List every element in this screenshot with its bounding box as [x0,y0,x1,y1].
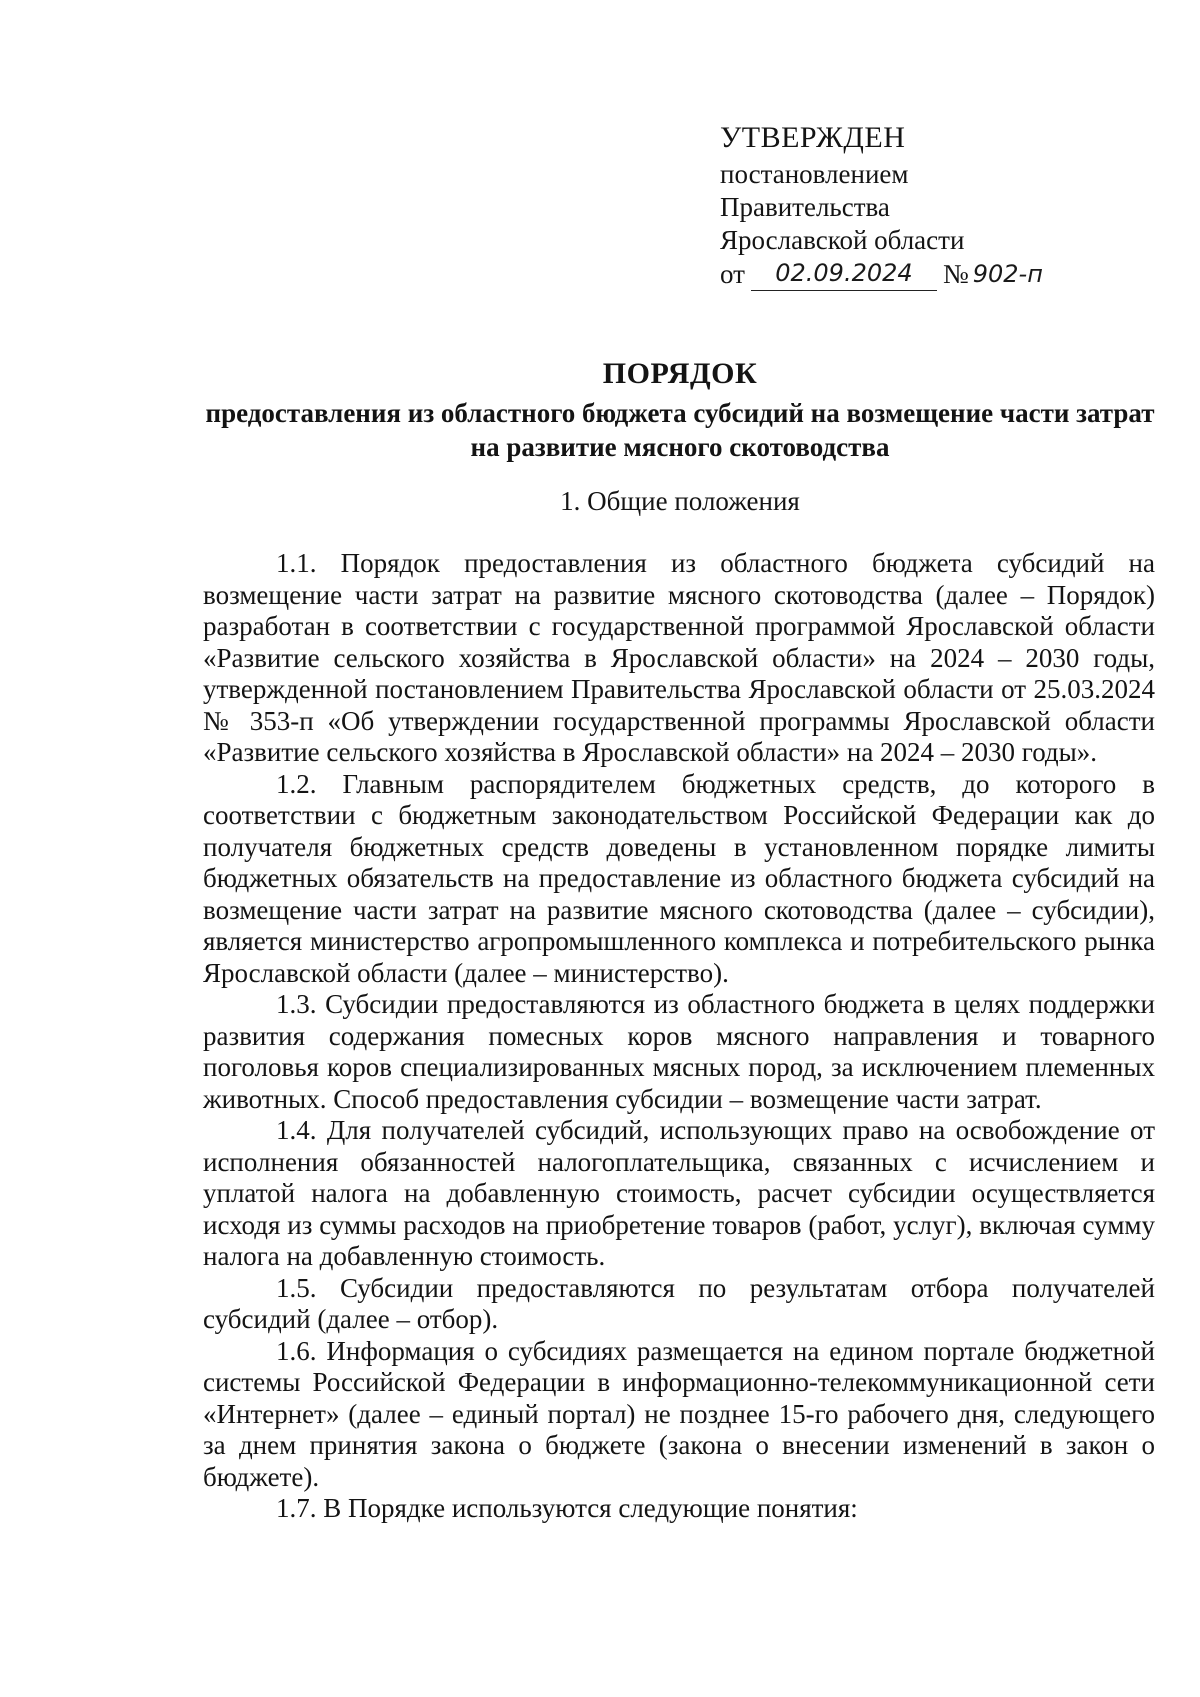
handwritten-number: 902-п [972,260,1043,288]
paragraph-1-7: 1.7. В Порядке используются следующие понятия: [276,1493,858,1523]
document-body [203,548,1155,1525]
document-title: ПОРЯДОК [602,357,758,390]
paragraph-1-2: 1.2. Главным распорядителем бюджетных средств, до которого в соответствии с бюджетным законодательством Российской Федерации как до получателя бюджетных средств доведены в установленном порядке лимиты бюджетных обязательств на предоставление из областного бюджета субсидий на возмещение части затрат на развитие мясного скотоводства (далее – субсидии), является министерство агропромышленного комплекса и потребительского рынка Ярославской области (далее – министерство). [203,768,1155,988]
approval-line-3: Ярославской области [720,225,965,255]
document-header [200,356,1160,464]
paragraph-1-4: 1.4. Для получателей субсидий, использующих право на освобождение от исполнения обязанностей налогоплательщика, связанных с исчислением и уплатой налога на добавленную стоимость, расчет субсидии осуществляется исходя из суммы расходов на приобретение товаров (работ, услуг), включая сумму налога на добавленную стоимость. [203,1115,1155,1271]
approval-line-2: Правительства [720,192,890,222]
paragraph-1-1: 1.1. Порядок предоставления из областного бюджета субсидий на возмещение части затрат на развитие мясного скотоводства (далее – Порядок) разработан в соответствии с государственной программой Ярославской области «Развитие сельского хозяйства в Ярославской области» на 2024 – 2030 годы, утвержденной постановлением Правительства Ярославской области от 25.03.2024 № 353-п «Об утверждении государственной программы Ярославской области «Развитие сельского хозяйства в Ярославской области» на 2024 – 2030 годы». [203,548,1155,767]
document-subtitle: предоставления из областного бюджета субсидий на возмещение части затрат на развитие мясного скотоводства [205,398,1155,462]
paragraph-1-3: 1.3. Субсидии предоставляются из областного бюджета в целях поддержки развития содержания помесных коров мясного направления и товарного поголовья коров специализированных мясных пород, за исключением племенных животных. Способ предоставления субсидии – возмещение части затрат. [203,989,1155,1114]
approval-date-line [720,257,1140,291]
approval-title: УТВЕРЖДЕН [720,121,906,154]
paragraph-1-5: 1.5. Субсидии предоставляются по результатам отбора получателей субсидий (далее – отбор). [203,1272,1155,1334]
section-title: 1. Общие положения [560,486,800,516]
approval-stamp-block [720,119,1140,291]
approval-line-1: постановлением [720,159,909,189]
number-sign: № [942,259,969,289]
paragraph-1-6: 1.6. Информация о субсидиях размещается на едином портале бюджетной системы Российской Федерации в информационно-телекоммуникационной сети «Интернет» (далее – единый портал) не позднее 15-го рабочего дня, следующего за днем принятия закона о бюджете (закона о внесении изменений в закон о бюджете). [203,1335,1155,1492]
date-prefix: от [720,259,745,289]
handwritten-date: 02.09.2024 [751,260,937,291]
